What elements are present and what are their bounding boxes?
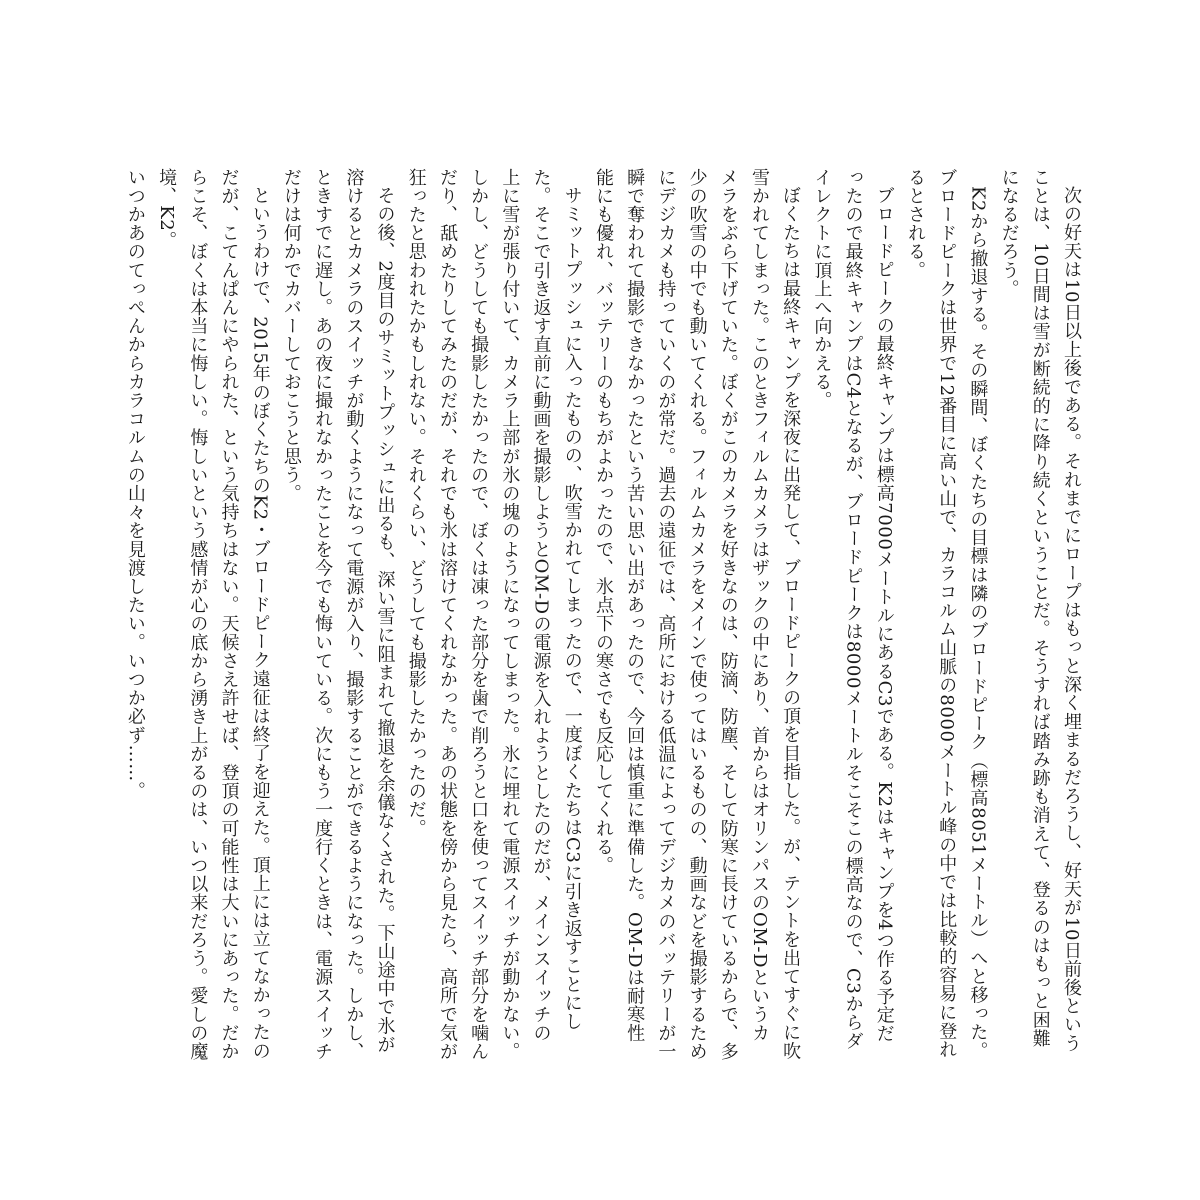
vertical-text-body [97,168,1087,1061]
paragraph-8: いつかあのてっぺんからカラコルムの山々を見渡したい。いつか必ず……。 [124,168,146,801]
paragraph-4: ぼくたちは最終キャンプを深夜に出発して、ブロードピークの頂を目指した。が、テントを出てすぐに吹雪かれてしまった。このときフィルムカメラはザックの中にあり、首からはオリンパスのOM-Dというカメラをぶら下げていた。ぼくがこのカメラを好きなのは、防滴、防塵、そして防寒に長けているからで、多少の吹雪の中でも動いてくれる。フィルムカメラをメインで使ってはいるものの、動画などを撮影するためにデジカメも持っていくのが常だ。過去の遠征では、高所における低温によってデジカメのバッテリーが一瞬で奪われて撮影できなかったという苦い思い出があったので、今回は慎重に準備した。OM-Dは耐寒性能にも優れ、バッテリーのもちがよかったので、氷点下の寒さでも反応してくれる。 [592,168,802,1061]
paragraph-6: その後、2度目のサミットプッシュに出るも、深い雪に阻まれて撤退を余儀なくされた。下山途中で氷が溶けるとカメラのスイッチが動くようになって電源が入り、撮影することができるようになった。しかし、ときすでに遅し。あの夜に撮れなかったことを今でも悔いている。次にもう一度行くときは、電源スイッチだけは何かでカバーしておこうと思う。 [280,168,396,1061]
paragraph-3: ブロードピークの最終キャンプは標高7000メートルにあるC3である。K2はキャンプを4つ作る予定だったので最終キャンプはC4となるが、ブロードピークは8000メートルそこそこの標高なので、C3からダイレクトに頂上へ向かえる。 [811,168,895,1051]
paragraph-2: K2から撤退する。その瞬間、ぼくたちの目標は隣のブロードピーク（標高8051メートル）へと移った。ブロードピークは世界で12番目に高い山で、カラコルム山脈の8000メートル峰の中では比較的容易に登れるとされる。 [904,168,989,1061]
paragraph-1: 次の好天は10日以上後である。それまでにロープはもっと深く埋まるだろうし、好天が10日前後ということは、10日間は雪が断続的に降り続くということだ。そうすれば踏み跡も消えて、登るのはもっと困難になるだろう。 [998,168,1082,1053]
paragraph-5: サミットプッシュに入ったものの、吹雪かれてしまったので、一度ぼくたちはC3に引き返すことにした。そこで引き返す直前に動画を撮影しようとOM-Dの電源を入れようとしたのだが、メインスイッチの上に雪が張り付いて、カメラ上部が氷の塊のようになってしまった。氷に埋れて電源スイッチが動かない。しかし、どうしても撮影したかったので、ぼくは凍った部分を歯で削ろうと口を使ってスイッチ部分を噛んだり、舐めたりしてみたのだが、それでも氷は溶けてくれなかった。あの状態を傍から見たら、高所で気が狂ったと思われたかもしれない。それくらい、どうしても撮影したかったのだ。 [405,168,583,1061]
paragraph-7: というわけで、2015年のぼくたちのK2・ブロードピーク遠征は終了を迎えた。頂上には立てなかったのだが、こてんぱんにやられた、という気持ちはない。天候さえ許せば、登頂の可能性は大いにあった。だからこそ、ぼくは本当に悔しい。悔しいという感情が心の底から湧き上がるのは、いつ以来だろう。愛しの魔境、K2。 [156,168,271,1061]
